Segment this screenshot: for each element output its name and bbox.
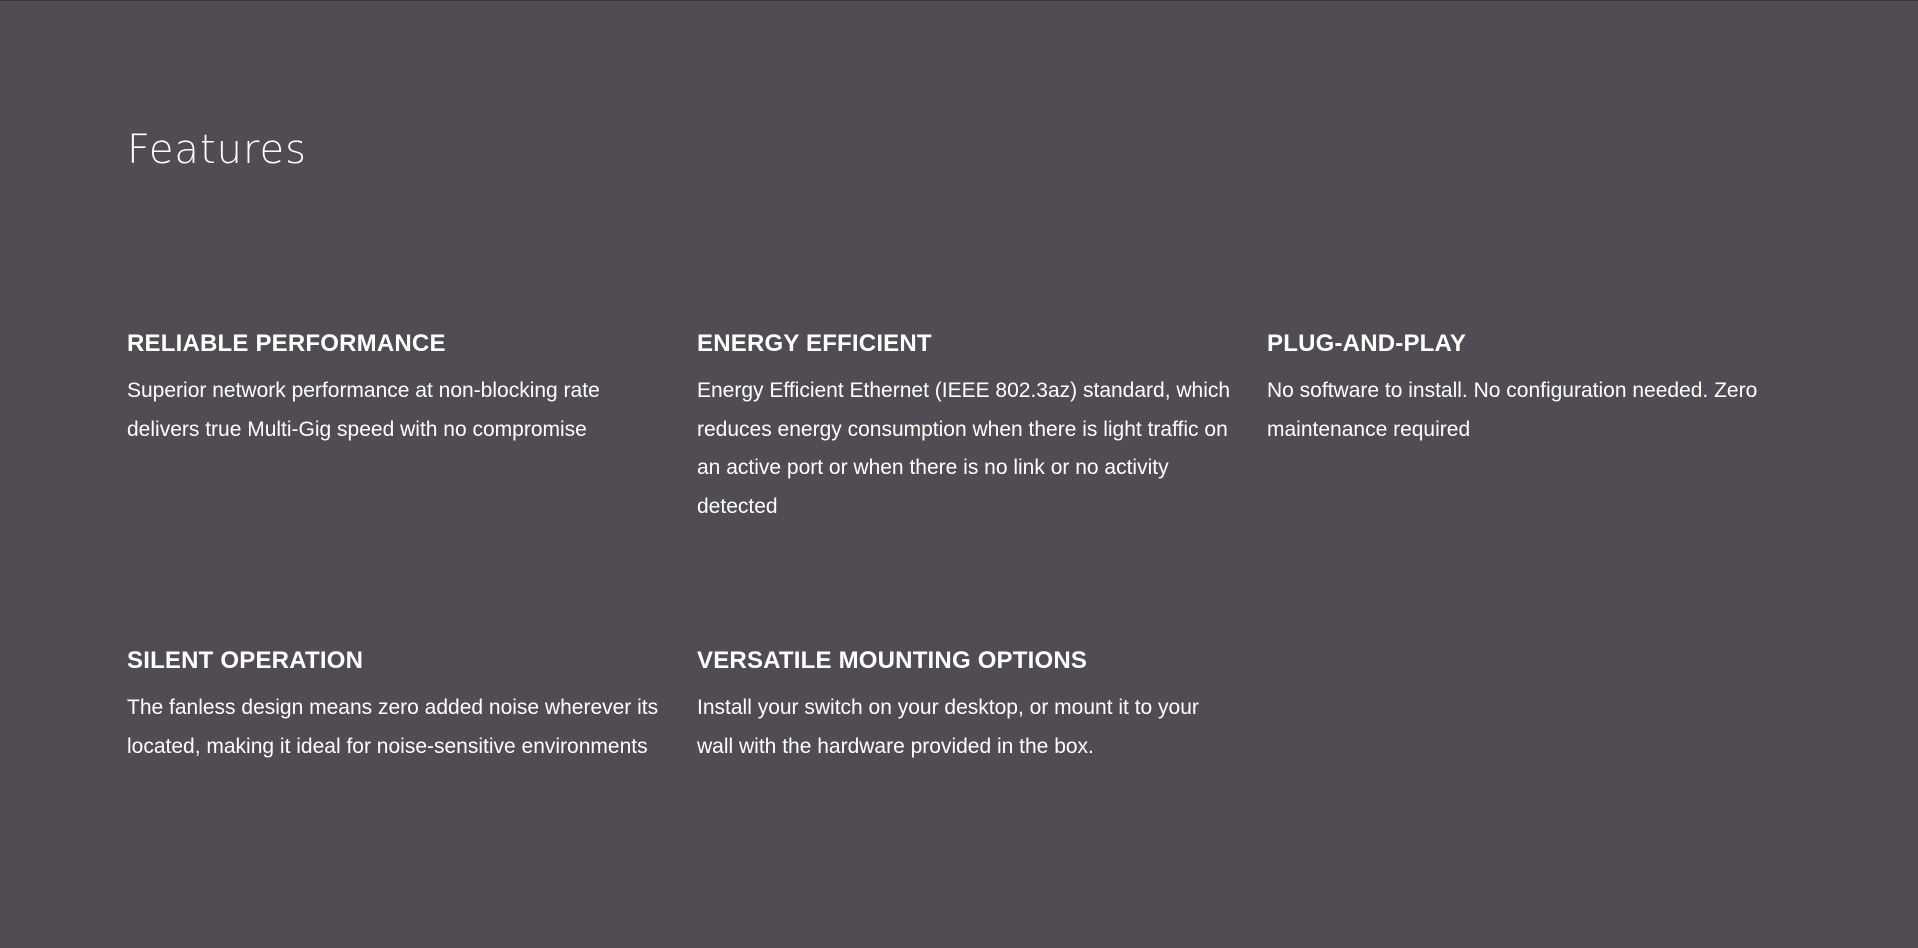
feature-silent-operation (127, 645, 662, 766)
feature-versatile-mounting-options (697, 645, 1232, 766)
feature-title: VERSATILE MOUNTING OPTIONS (697, 647, 1088, 674)
feature-description: No software to install. No configuration needed. Zero maintenance required (1267, 379, 1758, 441)
feature-plug-and-play (1267, 328, 1802, 449)
feature-title: ENERGY EFFICIENT (697, 330, 932, 357)
feature-description: Install your switch on your desktop, or mount it to your wall with the hardware provided in the box. (697, 696, 1199, 758)
feature-description: Superior network performance at non-blocking rate delivers true Multi-Gig speed with no compromise (127, 379, 600, 441)
feature-title: PLUG-AND-PLAY (1267, 330, 1467, 357)
feature-title: RELIABLE PERFORMANCE (127, 330, 446, 357)
feature-reliable-performance (127, 328, 662, 449)
feature-description: The fanless design means zero added noise wherever its located, making it ideal for noise-sensitive environments (127, 696, 659, 758)
feature-description: Energy Efficient Ethernet (IEEE 802.3az) standard, which reduces energy consumption when there is light traffic on an active port or when there is no link or no activity detected (697, 379, 1231, 518)
feature-title: SILENT OPERATION (127, 647, 364, 674)
section-title: Features (127, 127, 307, 173)
feature-energy-efficient (697, 328, 1232, 526)
